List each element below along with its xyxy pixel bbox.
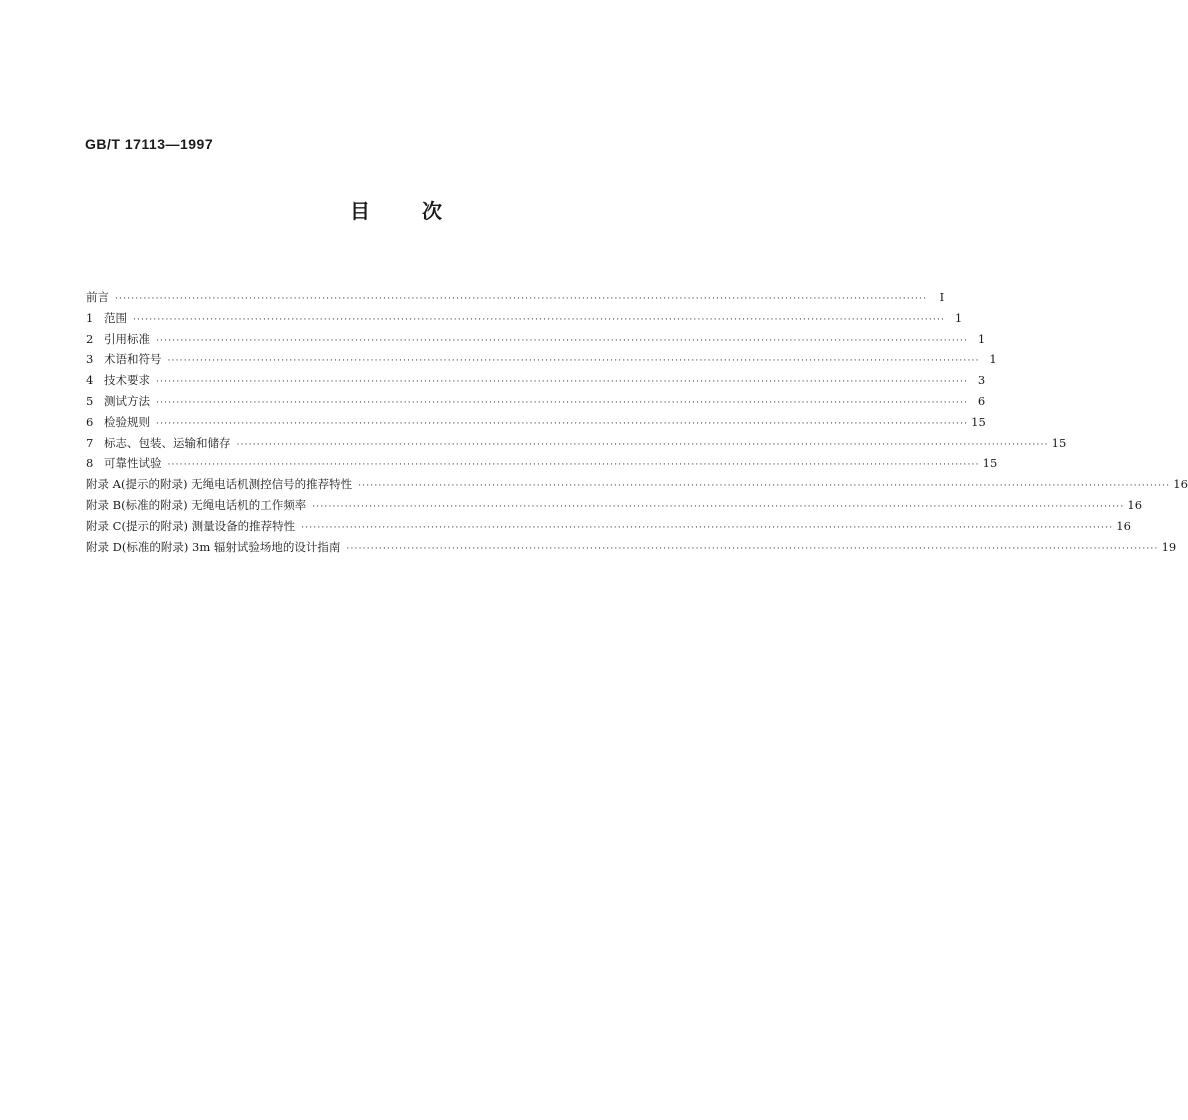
table-of-contents [86,287,1188,557]
toc-entry-label: 测试方法 [104,393,150,408]
toc-entry-foreword[interactable] [86,287,945,308]
toc-entry-technical-requirements[interactable] [86,370,986,391]
toc-entry-number: 1 [86,310,94,325]
toc-leader-dots: ········································································································································································································ [167,460,980,471]
toc-entry-page: 15 [1051,435,1067,450]
toc-entry-page: 1 [977,331,986,346]
standard-code: GB/T 17113—1997 [85,136,214,152]
toc-entry-page: I [939,290,945,304]
toc-entry-page: 1 [989,352,997,367]
toc-entry-number: 6 [86,414,94,429]
toc-entry-marking-packaging[interactable] [86,433,1067,454]
toc-leader-dots: ········································································································································································································ [236,439,1049,450]
toc-entry-number: 3 [86,352,94,367]
toc-entry-test-methods[interactable] [86,391,986,412]
toc-entry-number: 2 [86,331,94,346]
toc-entry-page: 15 [971,414,986,429]
toc-entry-appendix-b[interactable] [86,495,1143,516]
toc-entry-page: 6 [977,393,986,408]
toc-leader-dots: ········································································································································································································ [358,481,1171,492]
toc-entry-label: 引用标准 [104,331,150,346]
toc-entry-label: 附录 D(标准的附录) 3m 辐射试验场地的设计指南 [86,539,341,554]
toc-entry-inspection-rules[interactable] [86,412,986,433]
toc-entry-number: 5 [86,393,94,408]
toc-title-char-1: 目 [350,199,370,223]
toc-entry-page: 19 [1161,539,1177,554]
toc-leader-dots: ········································································································································································································ [167,356,980,367]
toc-leader-dots: ········································································································································································································ [156,335,969,346]
toc-entry-appendix-c[interactable] [86,516,1131,537]
toc-entry-scope[interactable] [86,308,963,329]
toc-entry-terms-symbols[interactable] [86,349,997,370]
toc-entry-label: 范围 [104,310,127,325]
toc-leader-dots: ········································································································································································································ [115,294,928,304]
toc-entry-appendix-d[interactable] [86,537,1177,558]
toc-entry-normative-references[interactable] [86,329,986,350]
toc-entry-number: 4 [86,373,94,388]
toc-entry-label: 前言 [86,290,109,304]
toc-leader-dots: ········································································································································································································ [133,314,946,325]
toc-entry-label: 附录 B(标准的附录) 无绳电话机的工作频率 [86,497,307,512]
toc-entry-page: 15 [982,456,998,471]
toc-entry-label: 附录 C(提示的附录) 测量设备的推荐特性 [86,518,296,533]
toc-leader-dots: ········································································································································································································ [156,418,969,429]
toc-entry-label: 可靠性试验 [104,456,162,471]
toc-leader-dots: ········································································································································································································ [312,501,1125,512]
toc-entry-page: 16 [1116,518,1131,533]
toc-leader-dots: ········································································································································································································ [346,543,1159,554]
toc-entry-label: 术语和符号 [104,352,162,367]
toc-entry-page: 3 [977,373,986,388]
toc-entry-label: 标志、包装、运输和储存 [104,435,231,450]
toc-entry-number: 8 [86,456,94,471]
toc-leader-dots: ········································································································································································································ [156,377,969,388]
toc-entry-label: 技术要求 [104,373,150,388]
toc-entry-page: 1 [954,310,963,325]
toc-entry-label: 附录 A(提示的附录) 无绳电话机测控信号的推荐特性 [86,477,353,492]
toc-entry-page: 16 [1127,497,1143,512]
toc-title [0,197,792,225]
toc-leader-dots: ········································································································································································································ [301,522,1114,533]
toc-entry-reliability-test[interactable] [86,453,998,474]
toc-entry-appendix-a[interactable] [86,474,1188,495]
toc-leader-dots: ········································································································································································································ [156,397,969,408]
toc-entry-number: 7 [86,435,94,450]
toc-title-char-2: 次 [422,199,442,223]
toc-entry-label: 检验规则 [104,414,150,429]
toc-entry-page: 16 [1173,477,1188,492]
